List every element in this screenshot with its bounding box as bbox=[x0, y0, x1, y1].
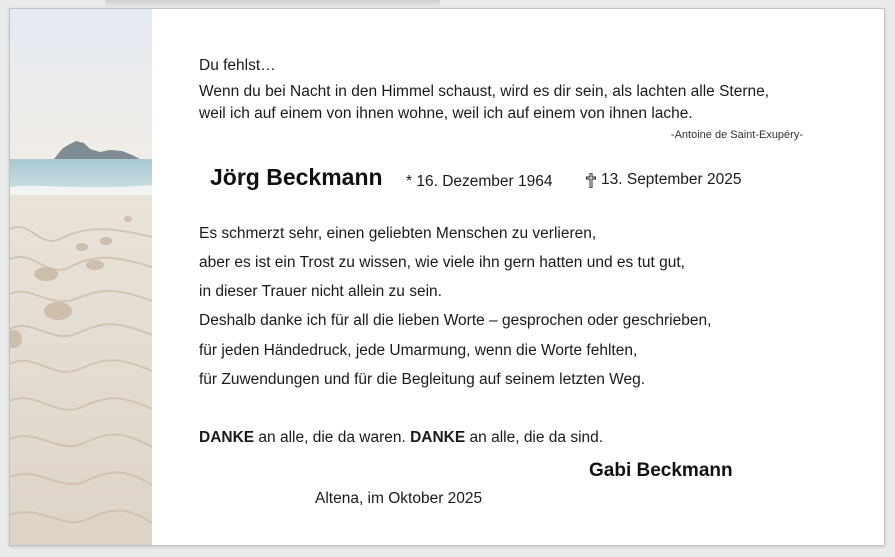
body-line: aber es ist ein Trost zu wissen, wie viele ihn gern hatten und es tut gut, bbox=[199, 254, 685, 271]
intro-text: Du fehlst… bbox=[199, 57, 276, 74]
deceased-name: Jörg Beckmann bbox=[210, 164, 383, 190]
death-date-group bbox=[586, 171, 741, 189]
body-line: für Zuwendungen und für die Begleitung auf seinem letzten Weg. bbox=[199, 371, 646, 388]
signature: Gabi Beckmann bbox=[589, 460, 733, 481]
window-shadow bbox=[105, 0, 440, 8]
body-line: in dieser Trauer nicht allein zu sein. bbox=[199, 283, 442, 300]
birth-date: * 16. Dezember 1964 bbox=[406, 173, 553, 190]
place-date: Altena, im Oktober 2025 bbox=[315, 490, 483, 507]
beach-photo bbox=[10, 9, 152, 545]
death-date: 13. September 2025 bbox=[601, 171, 742, 188]
cross-icon bbox=[586, 173, 596, 188]
memorial-card bbox=[9, 8, 885, 546]
quote-line-2: weil ich auf einem von ihnen wohne, weil ich auf einem von ihnen lache. bbox=[199, 105, 693, 122]
quote-line-1: Wenn du bei Nacht in den Himmel schaust, wird es dir sein, als lachten alle Sterne, bbox=[199, 83, 770, 100]
body-line: Deshalb danke ich für all die lieben Worte – gesprochen oder geschrieben, bbox=[199, 312, 712, 329]
thanks-line bbox=[199, 429, 603, 447]
body-line: für jeden Händedruck, jede Umarmung, wenn die Worte fehlten, bbox=[199, 342, 638, 359]
danke-text-2: an alle, die da sind. bbox=[465, 429, 604, 446]
danke-word-1: DANKE bbox=[199, 429, 255, 446]
danke-text-1: an alle, die da waren. bbox=[254, 429, 411, 446]
quote-author: -Antoine de Saint-Exupéry- bbox=[670, 129, 803, 141]
body-line: Es schmerzt sehr, einen geliebten Menschen zu verlieren, bbox=[199, 225, 597, 242]
danke-word-2: DANKE bbox=[410, 429, 466, 446]
